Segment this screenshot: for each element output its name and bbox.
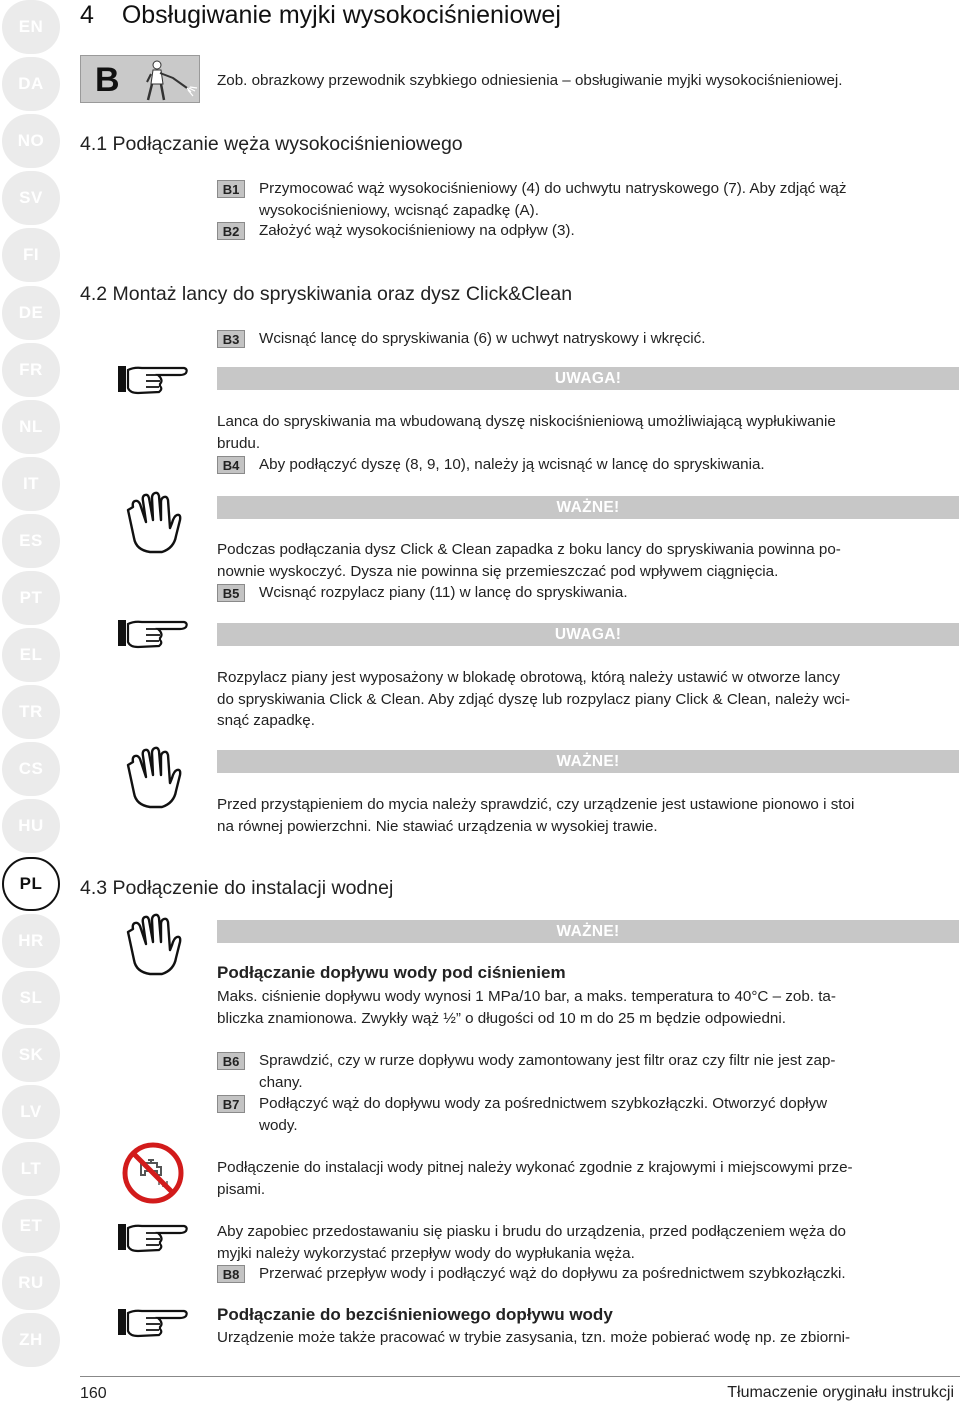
pressurized-supply-line1: Maks. ciśnienie dopływu wody wynosi 1 MPa/10 bar, a maks. temperatura to 40°C – zob. ta- [217,988,836,1005]
warning-1-text [217,411,836,454]
language-tab-sl[interactable]: SL [2,971,60,1025]
pressure-washer-operator-icon [137,58,201,102]
no-drinking-water-icon [121,1141,185,1205]
important-bar-wazne-3: WAŻNE! [217,920,959,943]
warning-2-line2: do spryskiwania Click & Clean. Aby zdjąć dyszę lub rozpylacz piany Click & Clean, należy wci- [217,690,851,708]
step-badge-b1: B1 [217,180,245,198]
chapter-title [80,1,561,30]
warning-2-text [217,667,850,732]
language-tab-tr[interactable]: TR [2,685,60,739]
language-tab-pt[interactable]: PT [2,571,60,625]
important-1-line1: Podczas podłączania dysz Click & Clean zapadka z boku lancy do spryskiwania powinna po- [217,541,841,558]
warning-2-line3: snąć zapadkę. [217,712,315,729]
step-b5-text: Wcisnąć rozpylacz piany (11) w lancę do spryskiwania. [259,584,628,601]
drinking-water-text [217,1157,853,1200]
warning-1-line2: brudu. [217,434,261,452]
pointing-hand-icon [116,1220,190,1254]
language-tab-en[interactable]: EN [2,0,60,54]
language-tab-el[interactable]: EL [2,628,60,682]
language-tab-fi[interactable]: FI [2,228,60,282]
pointing-hand-icon [116,362,190,396]
warning-bar-uwaga-2: UWAGA! [217,623,959,646]
step-b1-text [259,178,846,221]
language-tab-lt[interactable]: LT [2,1142,60,1196]
important-2-line1: Przed przystąpieniem do mycia należy sprawdzić, czy urządzenie jest ustawione pionowo i stoi [217,796,855,813]
important-1-text [217,539,841,582]
language-tab-et[interactable]: ET [2,1199,60,1253]
language-tab-lv[interactable]: LV [2,1085,60,1139]
section-4-3-heading: 4.3 Podłączenie do instalacji wodnej [80,877,394,899]
step-b4-text: Aby podłączyć dyszę (8, 9, 10), należy ją wcisnąć w lancę do spryskiwania. [259,456,765,473]
chapter-number: 4 [80,1,94,29]
flush-hose-line2: myjki należy wykorzystać przepływ wody do wypłukania węża. [217,1244,635,1262]
language-tab-sv[interactable]: SV [2,171,60,225]
section-4-2-heading: 4.2 Montaż lancy do spryskiwania oraz dysz Click&Clean [80,283,573,305]
flush-hose-line1: Aby zapobiec przedostawaniu się piasku i brudu do urządzenia, przed podłączeniem węża do [217,1223,846,1240]
step-b6-line1: Sprawdzić, czy w rurze dopływu wody zamontowany jest filtr oraz czy filtr nie jest zap- [259,1052,836,1069]
pressurized-supply-text [217,986,836,1029]
language-tab-no[interactable]: NO [2,114,60,168]
step-b3-text: Wcisnąć lancę do spryskiwania (6) w uchwyt natryskowy i wkręcić. [259,330,706,347]
language-tab-nl[interactable]: NL [2,400,60,454]
stop-hand-icon [122,745,184,811]
drinking-water-line2: pisami. [217,1180,266,1198]
subheading-non-pressurized-supply: Podłączanie do bezciśnieniowego dopływu wody [217,1305,613,1324]
warning-2-line1: Rozpylacz piany jest wyposażony w blokadę obrotową, którą należy ustawić w otworze lancy [217,669,840,686]
section-reference-box [80,55,200,103]
footer-divider [80,1376,960,1377]
step-badge-b6: B6 [217,1052,245,1070]
warning-1-line1: Lanca do spryskiwania ma wbudowaną dyszę niskociśnieniową umożliwiającą wypłukiwanie [217,413,836,430]
language-tab-da[interactable]: DA [2,57,60,111]
step-b8-text: Przerwać przepływ wody i podłączyć wąż do dopływu za pośrednictwem szybkozłączki. [259,1265,846,1282]
important-1-line2: nownie wyskoczyć. Dysza nie powinna się przemieszczać pod wpływem ciągnięcia. [217,562,779,580]
step-b7-text [259,1093,827,1136]
subheading-pressurized-supply: Podłączanie dopływu wody pod ciśnieniem [217,963,566,982]
important-bar-wazne-2: WAŻNE! [217,750,959,773]
important-2-line2: na równej powierzchni. Nie stawiać urządzenia w wysokiej trawie. [217,817,658,835]
drinking-water-line1: Podłączenie do instalacji wody pitnej należy wykonać zgodnie z krajowymi i miejscowymi prze- [217,1159,853,1176]
language-tab-pl[interactable]: PL [2,857,60,911]
section-4-1-heading: 4.1 Podłączanie węża wysokociśnieniowego [80,133,463,155]
section-letter: B [95,61,120,99]
language-tab-ru[interactable]: RU [2,1256,60,1310]
chapter-intro: Zob. obrazkowy przewodnik szybkiego odniesienia – obsługiwanie myjki wysokociśnieniowej. [217,72,843,89]
step-badge-b3: B3 [217,330,245,348]
language-tab-cs[interactable]: CS [2,742,60,796]
step-b2-text: Założyć wąż wysokociśnieniowy na odpływ (3). [259,222,575,239]
footer-doc-title: Tłumaczenie oryginału instrukcji [727,1384,954,1401]
important-2-text [217,794,854,837]
language-tab-fr[interactable]: FR [2,343,60,397]
stop-hand-icon [122,912,184,978]
chapter-title-text: Obsługiwanie myjki wysokociśnieniowej [121,1,561,29]
step-b7-line1: Podłączyć wąż do dopływu wody za pośrednictwem szybkozłączki. Otworzyć dopływ [259,1095,828,1112]
pointing-hand-icon [116,1305,190,1339]
stop-hand-icon [122,490,184,556]
non-pressurized-supply-text: Urządzenie może także pracować w trybie zasysania, tzn. może pobierać wodę np. ze zbiorni- [217,1329,851,1346]
step-badge-b2: B2 [217,222,245,240]
important-bar-wazne-1: WAŻNE! [217,496,959,519]
step-b1-line1: Przymocować wąż wysokociśnieniowy (4) do uchwytu natryskowego (7). Aby zdjąć wąż [259,180,847,197]
language-tab-es[interactable]: ES [2,514,60,568]
step-b7-line2: wody. [259,1116,298,1134]
step-badge-b7: B7 [217,1095,245,1113]
step-badge-b4: B4 [217,456,245,474]
step-b1-line2: wysokociśnieniowy, wcisnąć zapadkę (A). [259,201,539,219]
language-tab-sk[interactable]: SK [2,1028,60,1082]
step-badge-b5: B5 [217,584,245,602]
pointing-hand-icon [116,616,190,650]
step-badge-b8: B8 [217,1265,245,1283]
warning-bar-uwaga-1: UWAGA! [217,367,959,390]
language-tab-zh[interactable]: ZH [2,1313,60,1367]
flush-hose-text [217,1221,846,1264]
step-b6-line2: chany. [259,1073,303,1091]
language-tab-de[interactable]: DE [2,286,60,340]
language-tab-hu[interactable]: HU [2,799,60,853]
pressurized-supply-line2: bliczka znamionowa. Zwykły wąż ½” o długości od 10 m do 25 m będzie odpowiedni. [217,1009,786,1027]
language-tab-hr[interactable]: HR [2,914,60,968]
language-tab-it[interactable]: IT [2,457,60,511]
page-number: 160 [80,1385,107,1402]
step-b6-text [259,1050,835,1093]
